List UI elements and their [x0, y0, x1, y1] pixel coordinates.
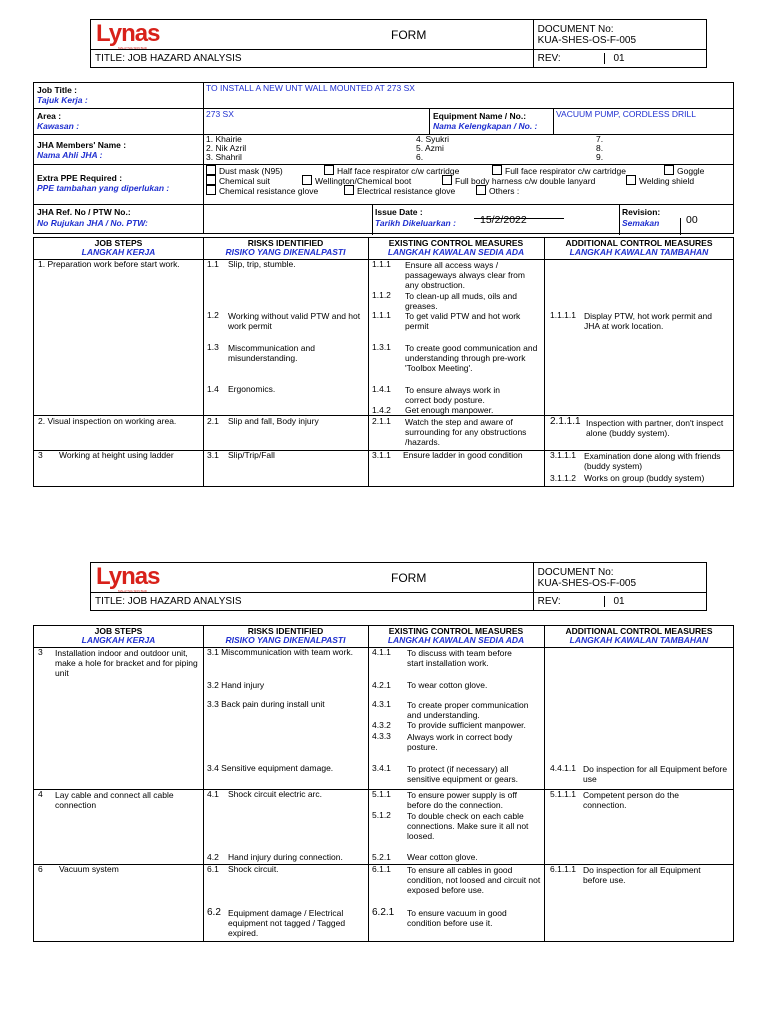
ref-label-my: No Rujukan JHA / No. PTW:	[37, 218, 148, 228]
revision-value: 00	[686, 214, 698, 226]
ppe-chemical-suit[interactable]: Chemical suit	[206, 175, 270, 187]
control-1-4-2: Get enough manpower.	[405, 405, 494, 415]
ppe-full-face[interactable]: Full face respirator c/w cartridge	[492, 165, 626, 177]
job-title-label: Job Title :	[37, 85, 77, 95]
control-1-3-1: To create good communication and understanding through pre-work 'Toolbox Meeting'.	[405, 343, 538, 373]
col-job-steps: JOB STEPS	[94, 238, 143, 248]
checkbox-icon	[344, 185, 354, 195]
ppe-others[interactable]: Others :	[476, 185, 519, 197]
job-step-1: 1. Preparation work before start work.	[38, 259, 180, 269]
checkbox-icon	[476, 185, 486, 195]
ppe-wellington[interactable]: Wellington/Chemical boot	[302, 175, 411, 187]
member-1: 1. Khairie	[206, 134, 242, 144]
additional-4-4-1-1: Do inspection for all Equipment before use	[583, 764, 728, 784]
col-existing-my: LANGKAH KAWALAN SEDIA ADA	[387, 247, 525, 257]
risk-3-4-p2: 3.4 Sensitive equipment damage.	[207, 763, 334, 773]
ppe-label: Extra PPE Required :	[37, 173, 123, 183]
equipment-label-my: Nama Kelengkapan / No. :	[433, 121, 538, 131]
ppe-dust-mask[interactable]: Dust mask (N95)	[206, 165, 283, 177]
control-4-3-1: To create proper communication and understanding.	[407, 700, 529, 720]
form-label: FORM	[391, 571, 427, 585]
col-additional-my: LANGKAH KAWALAN TAMBAHAN	[569, 247, 709, 257]
job-step-3-install: Installation indoor and outdoor unit, make a hole for bracket and for piping unit	[55, 648, 198, 678]
issue-date-label: Issue Date :	[375, 207, 423, 217]
additional-5-1-1-1: Competent person do the connection.	[583, 790, 679, 810]
area-label: Area :	[37, 111, 62, 121]
member-8: 8.	[596, 143, 604, 153]
doc-no-cell: DOCUMENT No: KUA-SHES-OS-F-005	[533, 20, 706, 50]
control-4-3-3: Always work in correct body posture.	[407, 732, 513, 752]
revision-label: Revision:	[622, 207, 661, 217]
issue-date-label-my: Tarikh Dikeluarkan :	[375, 218, 456, 228]
lynas-logo: Lynas MALAYSIA SDN BHD	[96, 20, 160, 50]
checkbox-icon	[206, 165, 216, 175]
member-3: 3. Shahril	[206, 152, 242, 162]
ppe-welding-shield[interactable]: Welding shield	[626, 175, 694, 187]
checkbox-icon	[442, 175, 452, 185]
equipment-label: Equipment Name / No.:	[433, 111, 527, 121]
members-label: JHA Members' Name :	[37, 140, 127, 150]
control-6-1-1: To ensure all cables in good condition, not loosed and circuit not exposed before use.	[407, 865, 541, 895]
risk-3-2-p2: 3.2 Hand injury	[207, 680, 265, 690]
additional-1-1-1-1: Display PTW, hot work permit and JHA at work location.	[584, 311, 713, 331]
form-title: TITLE: JOB HAZARD ANALYSIS	[91, 50, 534, 68]
ppe-harness[interactable]: Full body harness c/w double lanyard	[442, 175, 595, 187]
checkbox-icon	[324, 165, 334, 175]
form-title: TITLE: JOB HAZARD ANALYSIS	[91, 593, 534, 611]
col-risks-my: RISIKO YANG DIKENALPASTI	[225, 247, 346, 257]
job-title-label-my: Tajuk Kerja :	[37, 95, 88, 105]
area-label-my: Kawasan :	[37, 121, 80, 131]
ppe-label-my: PPE tambahan yang diperlukan :	[37, 183, 170, 193]
risk-3-3-p2: 3.3 Back pain during install unit	[207, 699, 325, 709]
col-existing: EXISTING CONTROL MEASURES	[388, 238, 524, 248]
additional-2-1-1-1: Inspection with partner, don't inspect alone (buddy system).	[586, 418, 724, 438]
header-logo-cell	[91, 20, 534, 50]
jha-table-page1: JOB STEPS LANGKAH KERJA RISKS IDENTIFIED RISIKO YANG DIKENALPASTI EXISTING CONTROL MEASURES LANGKAH KAWALAN SEDIA ADA ADDITIONAL CONTROL MEASURES LANGKAH KAWALAN TAMBAHAN 1. Preparation work before start work. 1.1 Slip, trip, stumble. 1.2 Working without valid PTW and hot work permit 1.3 Miscommunication and misunderstanding. 1.4 Ergonomics. 1.1.1 Ensure all access ways / passageways always clear from any obstruction. 1.1.2 To clean-up all muds, oils and greases. 1.1.1 To get valid PTW and hot work permit 1.3.1 To create good communication and understanding through pre-work 'Toolbox Meeting'. 1.4.1 To ensure always work in correct body posture. 1.4.2 Get enough manpower. 1.1.1.1 Display PTW, hot work permit and JHA at work location. 2. Visual inspection on working area. 2.1 Slip and fall, Body injury 2.1.1 Watch the step and aware of surrounding for any obstructions /hazards. 2.1.1.1 Inspection with partner, don't inspect alone (buddy system). 3 Working at height using ladder 3.1 Slip/Trip/Fall 3.1.1 Ensure ladder in good condition 3.1.1.1 Examination done along with friends (buddy system) 3.1.1.2 Works on group (buddy system)	[33, 237, 734, 487]
checkbox-icon	[206, 185, 216, 195]
lynas-logo: Lynas MALAYSIA SDN BHD	[96, 563, 160, 593]
control-5-2-1: Wear cotton glove.	[407, 852, 478, 862]
member-2: 2. Nik Azril	[206, 143, 247, 153]
job-step-3: Working at height using ladder	[59, 450, 174, 460]
checkbox-icon	[206, 175, 216, 185]
risk-3-1-p2: 3.1 Miscommunication with team work.	[207, 647, 353, 657]
risk-1-4: Ergonomics.	[228, 384, 276, 394]
risk-6-1: Shock circuit.	[228, 864, 279, 874]
additional-6-1-1-1: Do inspection for all Equipment before use.	[583, 865, 701, 885]
member-6: 6.	[416, 152, 424, 162]
ppe-half-face[interactable]: Half face respirator c/w cartridge	[324, 165, 459, 177]
form-header	[90, 19, 707, 68]
info-block	[33, 82, 734, 234]
form-header-page2: Lynas MALAYSIA SDN BHD FORM DOCUMENT No: KUA-SHES-OS-F-005 TITLE: JOB HAZARD ANALYSIS REV: 01	[90, 562, 707, 611]
checkbox-icon	[626, 175, 636, 185]
member-7: 7.	[596, 134, 604, 144]
rev-cell: REV: 01	[533, 50, 706, 68]
member-9: 9.	[596, 152, 604, 162]
jha-table-page2: JOB STEPS LANGKAH KERJA RISKS IDENTIFIED RISIKO YANG DIKENALPASTI EXISTING CONTROL MEASURES LANGKAH KAWALAN SEDIA ADA ADDITIONAL CONTROL MEASURES LANGKAH KAWALAN TAMBAHAN 3 Installation indoor and outdoor unit, make a hole for bracket and for piping unit 3.1 Miscommunication with team work. 3.2 Hand injury 3.3 Back pain during install unit 3.4 Sensitive equipment damage. 4.1.1 To discuss with team before start installation work. 4.2.1 To wear cotton glove. 4.3.1 To create proper communication and understanding. 4.3.2 To provide sufficient manpower. 4.3.3 Always work in correct body posture. 3.4.1 To protect (if necessary) all sensitive equipment or gears. 4.4.1.1 Do inspection for all Equipment before use 4 Lay cable and connect all cable connection 4.1 Shock circuit electric arc. 4.2 Hand injury during connection. 5.1.1 To ensure power supply is off before do the connection. 5.1.2 To double check on each cable connections. Make sure it all not loosed. 5.2.1 Wear cotton glove. 5.1.1.1 Competent person do the connection. 6 Vacuum system 6.1 Shock circuit. 6.2 Equipment damage / Electrical equipment not tagged / Tagged expired. 6.1.1 To ensure all cables in good condition, not loosed and circuit not exposed before use. 6.2.1 To ensure vacuum in good condition before use it. 6.1.1.1 Do inspection for all Equipment before use.	[33, 625, 734, 942]
control-3-4-1: To protect (if necessary) all sensitive equipment or gears.	[407, 764, 519, 784]
control-6-2-1: To ensure vacuum in good condition before use it.	[407, 908, 507, 928]
equipment-value: VACUUM PUMP, CORDLESS DRILL	[556, 109, 696, 119]
issue-date-value: 15/2/2022	[480, 214, 527, 226]
risk-1-3: Miscommunication and misunderstanding.	[228, 343, 315, 363]
additional-3-1-1-2: Works on group (buddy system)	[584, 473, 705, 483]
form-label: FORM	[391, 28, 427, 42]
risk-3-1: Slip/Trip/Fall	[228, 450, 275, 460]
job-step-4: Lay cable and connect all cable connection	[55, 790, 174, 810]
col-job-steps-my: LANGKAH KERJA	[81, 247, 156, 257]
checkbox-icon	[664, 165, 674, 175]
member-4: 4. Syukri	[416, 134, 450, 144]
control-4-2-1: To wear cotton glove.	[407, 680, 488, 690]
risk-6-2: Equipment damage / Electrical equipment not tagged / Tagged expired.	[228, 908, 346, 938]
col-additional: ADDITIONAL CONTROL MEASURES	[565, 238, 713, 248]
risk-4-2: Hand injury during connection.	[228, 852, 343, 862]
ppe-chemical-glove[interactable]: Chemical resistance glove	[206, 185, 318, 197]
control-1-4-1: To ensure always work in correct body posture.	[405, 385, 500, 405]
risk-2-1: Slip and fall, Body injury	[228, 416, 319, 426]
job-step-2: 2. Visual inspection on working area.	[38, 416, 177, 426]
additional-3-1-1-1: Examination done along with friends (buddy system)	[584, 451, 721, 471]
risk-4-1: Shock circuit electric arc.	[228, 789, 322, 799]
members-label-my: Nama Ahli JHA :	[37, 150, 103, 160]
control-1-1-1: Ensure all access ways / passageways always clear from any obstruction.	[405, 260, 525, 290]
job-title-value: TO INSTALL A NEW UNT WALL MOUNTED AT 273 SX	[206, 83, 415, 93]
revision-label-my: Semakan	[622, 218, 660, 228]
risk-1-2: Working without valid PTW and hot work permit	[228, 311, 361, 331]
checkbox-icon	[492, 165, 502, 175]
control-1-2-1: To get valid PTW and hot work permit	[405, 311, 521, 331]
job-step-6: Vacuum system	[59, 864, 119, 874]
area-value: 273 SX	[206, 109, 234, 119]
col-risks: RISKS IDENTIFIED	[247, 238, 324, 248]
ppe-goggle[interactable]: Goggle	[664, 165, 704, 177]
member-5: 5. Azmi	[416, 143, 444, 153]
control-4-1-1: To discuss with team before start installation work.	[407, 648, 512, 668]
control-4-3-2: To provide sufficient manpower.	[407, 720, 526, 730]
control-3-1-1: Ensure ladder in good condition	[403, 450, 523, 460]
control-5-1-2: To double check on each cable connections. Make sure it all not loosed.	[407, 811, 529, 841]
control-5-1-1: To ensure power supply is off before do the connection.	[407, 790, 517, 810]
ref-label: JHA Ref. No / PTW No.:	[37, 207, 131, 217]
control-2-1-1: Watch the step and aware of surrounding for any obstructions /hazards.	[405, 417, 527, 447]
ppe-electrical-glove[interactable]: Electrical resistance glove	[344, 185, 455, 197]
risk-1-1: Slip, trip, stumble.	[228, 259, 296, 269]
checkbox-icon	[302, 175, 312, 185]
control-1-1-2: To clean-up all muds, oils and greases.	[405, 291, 517, 311]
